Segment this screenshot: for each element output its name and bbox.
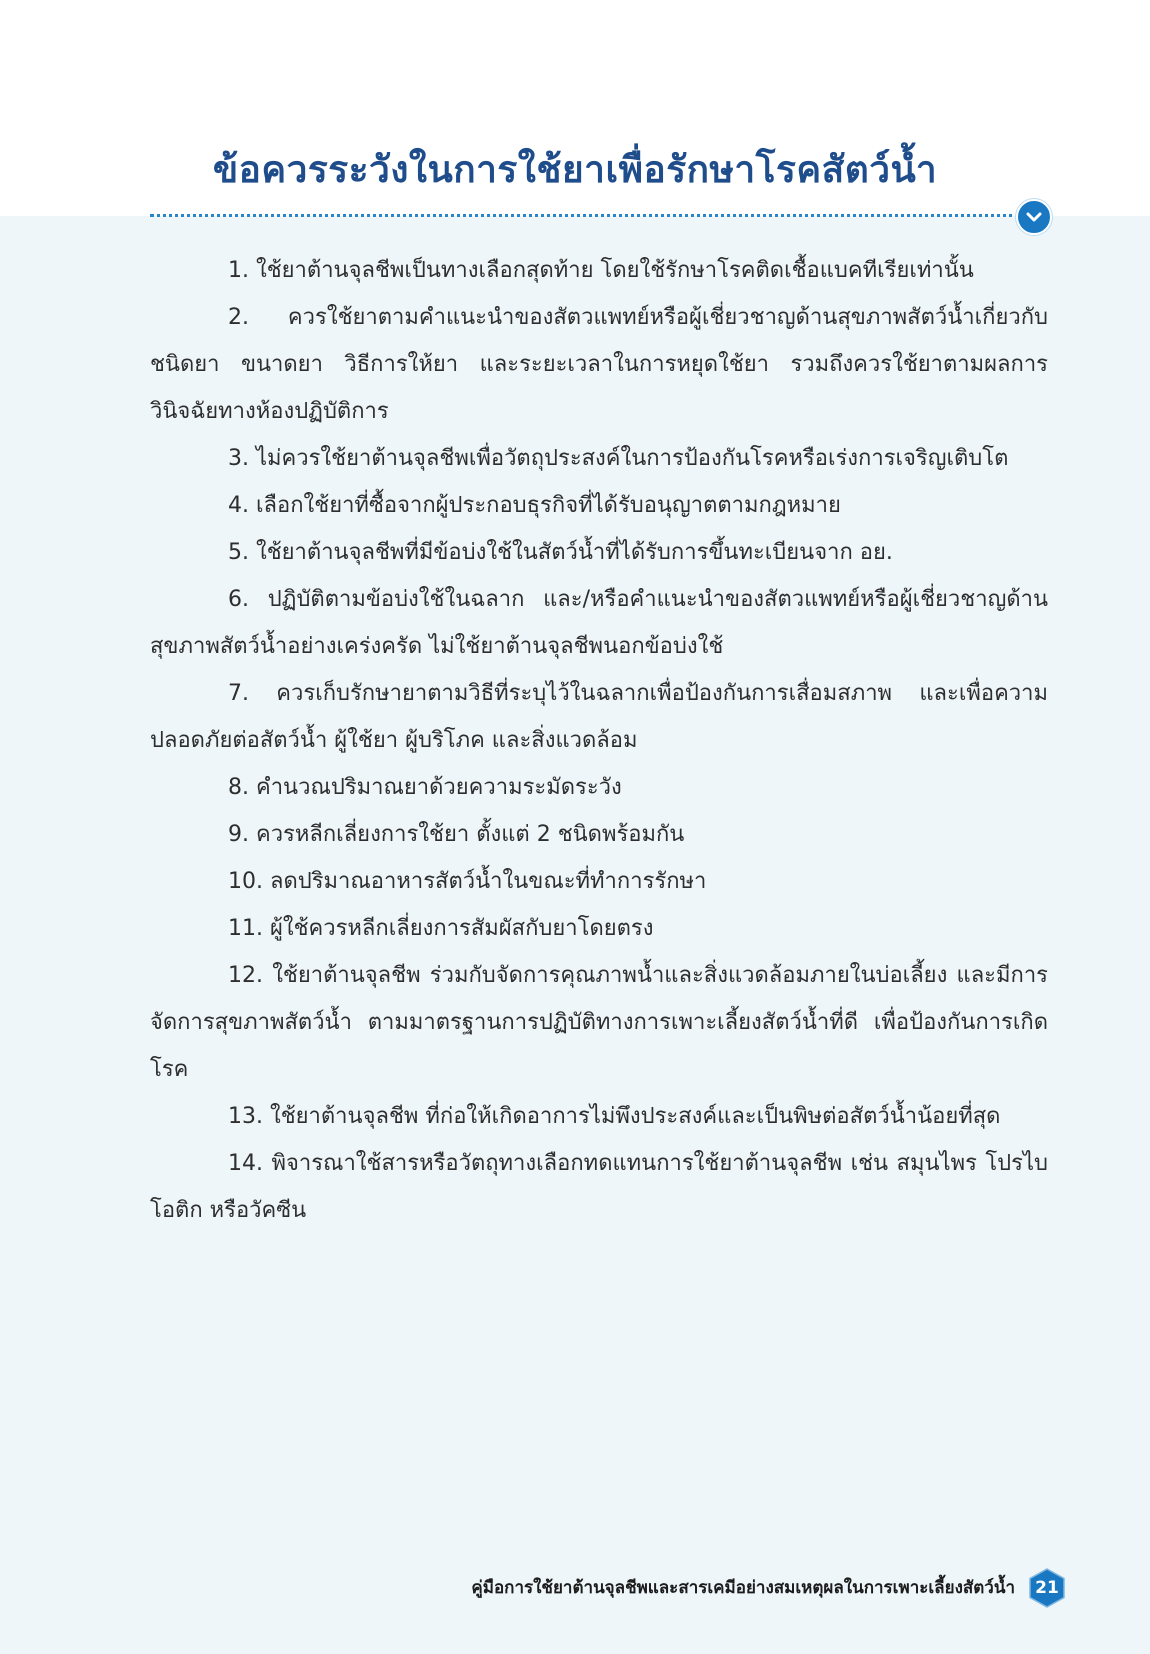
- list-item: 2. ควรใช้ยาตามคำแนะนำของสัตวแพทย์หรือผู้เชี่ยวชาญด้านสุขภาพสัตว์น้ำเกี่ยวกับชนิดยา ขนาดยา วิธีการให้ยา และระยะเวลาในการหยุดใช้ยา รวมถึงควรใช้ยาตามผลการวินิจฉัยทางห้องปฏิบัติการ: [150, 305, 1048, 424]
- list-item: 7. ควรเก็บรักษายาตามวิธีที่ระบุไว้ในฉลากเพื่อป้องกันการเสื่อมสภาพ และเพื่อความปลอดภัยต่อสัตว์น้ำ ผู้ใช้ยา ผู้บริโภค และสิ่งแวดล้อม: [150, 681, 1048, 753]
- list-item: 4. เลือกใช้ยาที่ซื้อจากผู้ประกอบธุรกิจที่ได้รับอนุญาตตามกฎหมาย: [228, 493, 841, 518]
- list-item: 5. ใช้ยาต้านจุลชีพที่มีข้อบ่งใช้ในสัตว์น้ำที่ได้รับการขึ้นทะเบียนจาก อย.: [228, 540, 893, 565]
- page-number-badge: [1027, 1568, 1067, 1608]
- list-item: 14. พิจารณาใช้สารหรือวัตถุทางเลือกทดแทนการใช้ยาต้านจุลชีพ เช่น สมุนไพร โปรไบโอติก หรือวัคซีน: [150, 1151, 1048, 1223]
- list-item: 12. ใช้ยาต้านจุลชีพ ร่วมกับจัดการคุณภาพน้ำและสิ่งแวดล้อมภายในบ่อเลี้ยง และมีการจัดการสุขภาพสัตว์น้ำ ตามมาตรฐานการปฏิบัติทางการเพาะเลี้ยงสัตว์น้ำที่ดี เพื่อป้องกันการเกิดโรค: [150, 963, 1048, 1082]
- list-item: 8. คำนวณปริมาณยาด้วยความระมัดระวัง: [228, 775, 622, 800]
- page-number: 21: [1035, 1578, 1059, 1598]
- list-item: 11. ผู้ใช้ควรหลีกเลี่ยงการสัมผัสกับยาโดยตรง: [228, 916, 654, 941]
- precautions-list: [150, 247, 1048, 1234]
- list-item: 3. ไม่ควรใช้ยาต้านจุลชีพเพื่อวัตถุประสงค์ในการป้องกันโรคหรือเร่งการเจริญเติบโต: [228, 446, 1009, 471]
- list-item: 9. ควรหลีกเลี่ยงการใช้ยา ตั้งแต่ 2 ชนิดพร้อมกัน: [228, 822, 685, 847]
- list-item: 10. ลดปริมาณอาหารสัตว์น้ำในขณะที่ทำการรักษา: [228, 869, 707, 894]
- title-dotted-rule: [150, 214, 1020, 217]
- page-title: ข้อควรระวังในการใช้ยาเพื่อรักษาโรคสัตว์น้ำ: [212, 148, 938, 191]
- list-item: 13. ใช้ยาต้านจุลชีพ ที่ก่อให้เกิดอาการไม่พึงประสงค์และเป็นพิษต่อสัตว์น้ำน้อยที่สุด: [228, 1104, 1001, 1129]
- chevron-down-icon: [1016, 199, 1052, 235]
- chevron-down-glyph: [1026, 210, 1042, 224]
- list-item: 1. ใช้ยาต้านจุลชีพเป็นทางเลือกสุดท้าย โดยใช้รักษาโรคติดเชื้อแบคทีเรียเท่านั้น: [228, 258, 974, 283]
- footer-book-title: คู่มือการใช้ยาต้านจุลชีพและสารเคมีอย่างสมเหตุผลในการเพาะเลี้ยงสัตว์น้ำ: [471, 1578, 1015, 1598]
- list-item: 6. ปฏิบัติตามข้อบ่งใช้ในฉลาก และ/หรือคำแนะนำของสัตวแพทย์หรือผู้เชี่ยวชาญด้านสุขภาพสัตว์น้ำอย่างเคร่งครัด ไม่ใช้ยาต้านจุลชีพนอกข้อบ่งใช้: [150, 587, 1048, 659]
